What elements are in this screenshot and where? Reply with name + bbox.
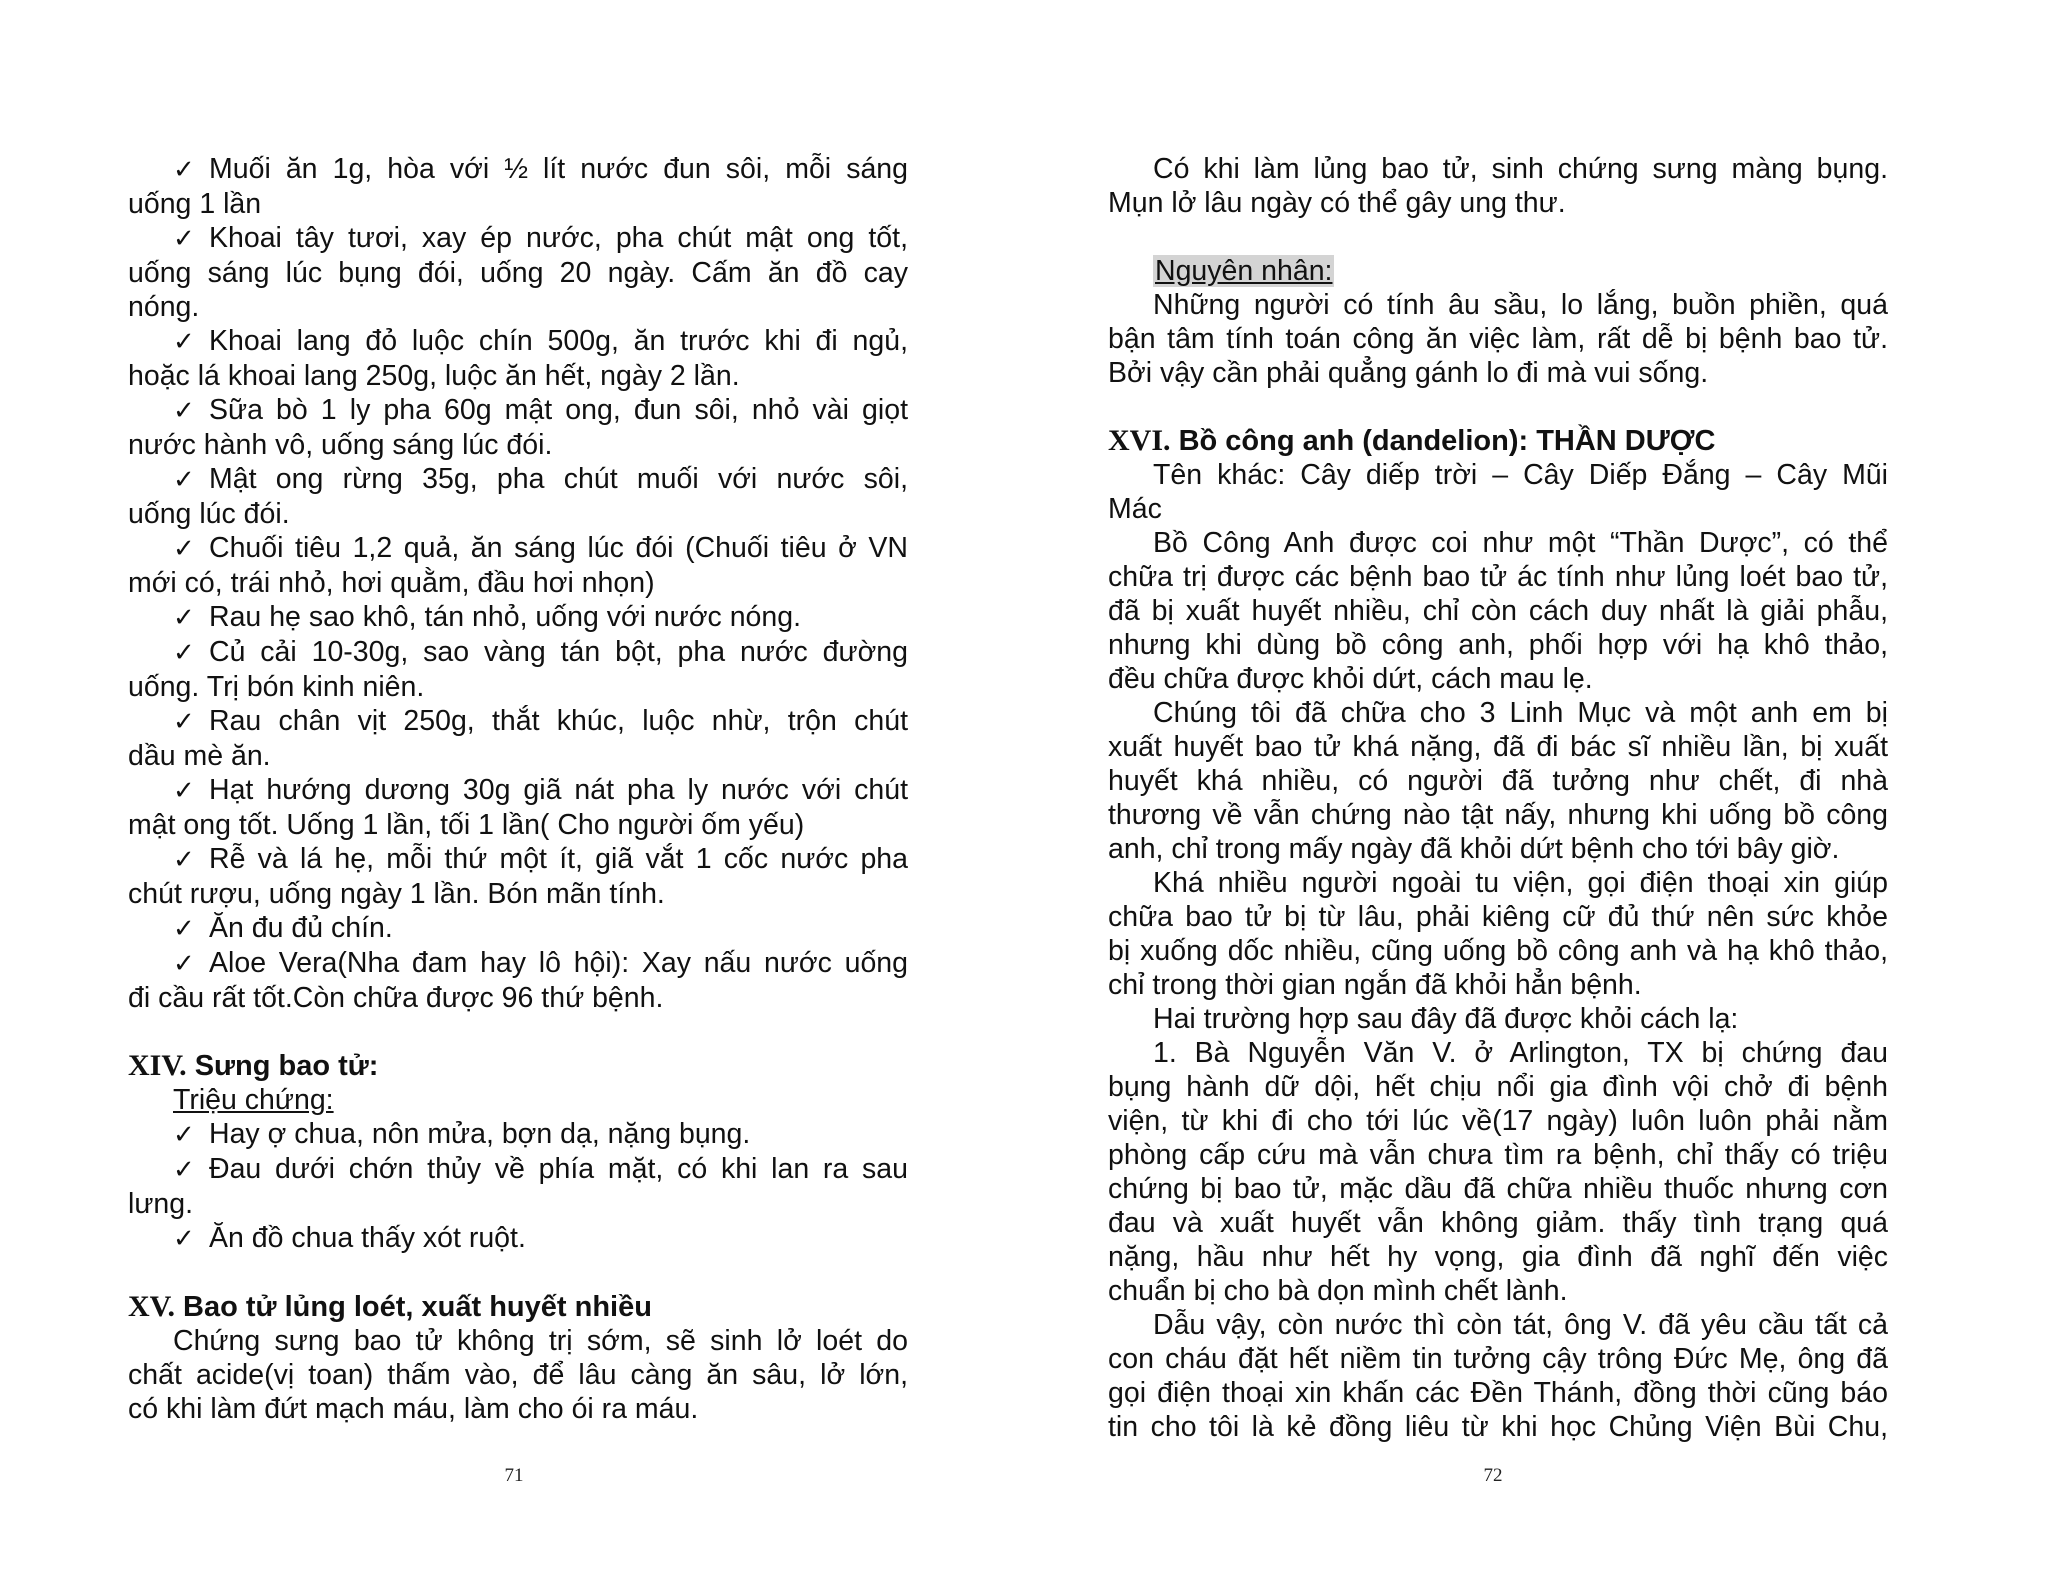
text-line: mới có, trái nhỏ, hơi quằm, đầu hơi nhọn) — [128, 567, 655, 599]
list-item: ✓ Rau hẹ sao khô, tán nhỏ, uống với nước nóng. — [173, 601, 802, 633]
text-line: đã bị xuất huyết nhiều, chỉ còn cách duy nhất là giải phẫu, — [1108, 595, 1888, 627]
text-line: Khá nhiều người ngoài tu viện, gọi điện thoại xin giúp — [1153, 867, 1888, 899]
text-line: hoặc lá khoai lang 250g, luộc ăn hết, ngày 2 lần. — [128, 360, 740, 392]
list-item: ✓ Rau chân vịt 250g, thắt khúc, luộc nhừ, trộn chút — [173, 705, 908, 737]
checkmark-icon: ✓ — [173, 396, 195, 426]
list-item: ✓ Mật ong rừng 35g, pha chút muối với nước sôi, — [173, 463, 908, 495]
text-line: Mác — [1108, 493, 1162, 525]
checkmark-icon: ✓ — [173, 949, 195, 979]
text-line: Tên khác: Cây diếp trời – Cây Diếp Đắng – Cây Mũi — [1153, 459, 1888, 491]
text-line: Những người có tính âu sầu, lo lắng, buồn phiền, quá — [1153, 289, 1888, 321]
text-line: nước hành vô, uống sáng lúc đói. — [128, 429, 553, 461]
list-item: ✓ Khoai lang đỏ luộc chín 500g, ăn trước khi đi ngủ, — [173, 325, 908, 357]
subheading-symptoms: Triệu chứng: — [173, 1084, 334, 1116]
text-line: chỉ trong thời gian ngắn đã khỏi hẳn bệnh. — [1108, 969, 1642, 1001]
text-line: chữa bao tử bị từ lâu, phải kiêng cữ đủ thứ nên sức khỏe — [1108, 901, 1888, 933]
text-line: Hai trường hợp sau đây đã được khỏi cách lạ: — [1153, 1003, 1739, 1035]
text-line: đi cầu rất tốt.Còn chữa được 96 thứ bệnh. — [128, 982, 664, 1014]
text-line: bị xuống dốc nhiều, cũng uống bồ công anh và hạ khô thảo, — [1108, 935, 1888, 967]
checkmark-icon: ✓ — [173, 845, 195, 875]
text-line: chứng bị bao tử, mặc dầu đã chữa nhiều thuốc nhưng cơn — [1108, 1173, 1888, 1205]
blank-line — [1108, 220, 1888, 254]
text-line: uống lúc đói. — [128, 498, 290, 530]
text-line: Có khi làm lủng bao tử, sinh chứng sưng màng bụng. — [1153, 153, 1888, 185]
text-line: anh, chỉ trong mấy ngày đã khỏi dứt bệnh cho tới bây giờ. — [1108, 833, 1840, 865]
text-line: dầu mè ăn. — [128, 740, 271, 772]
page-number-left: 71 — [504, 1465, 524, 1486]
list-item: ✓ Đau dưới chớn thủy về phía mặt, có khi lan ra sau — [173, 1153, 908, 1185]
checkmark-icon: ✓ — [173, 224, 195, 254]
section-heading-xvi: XVI. Bồ công anh (dandelion): THẦN DƯỢC — [1108, 424, 1716, 457]
text-line: mật ong tốt. Uống 1 lần, tối 1 lần( Cho người ốm yếu) — [128, 809, 805, 841]
section-heading-xiv: XIV. Sưng bao tử: — [128, 1049, 379, 1082]
checkmark-icon: ✓ — [173, 155, 195, 185]
text-line: viện, từ khi đi cho tới lúc về(17 ngày) luôn luôn phải nằm — [1108, 1105, 1888, 1137]
text-line: chút rượu, uống ngày 1 lần. Bón mãn tính. — [128, 878, 665, 910]
text-line: xuất huyết bao tử khá nặng, đã đi bác sĩ nhiều lần, bị xuất — [1108, 731, 1888, 763]
text-line: uống 1 lần — [128, 188, 262, 220]
checkmark-icon: ✓ — [173, 914, 195, 944]
blank-line — [128, 1015, 908, 1049]
text-line: con cháu đặt hết niềm tin tưởng cậy trông Đức Mẹ, ông đã — [1108, 1343, 1888, 1375]
text-line: uống sáng lúc bụng đói, uống 20 ngày. Cấm ăn đồ cay — [128, 257, 908, 289]
right-page — [1108, 152, 1888, 1444]
text-line: đau và xuất huyết vẫn không giảm. thấy tình trạng quá — [1108, 1207, 1888, 1239]
list-item: ✓ Muối ăn 1g, hòa với ½ lít nước đun sôi, mỗi sáng — [173, 153, 908, 185]
list-item: ✓ Ăn đu đủ chín. — [173, 912, 393, 944]
text-line: chuẩn bị cho bà dọn mình chết lành. — [1108, 1275, 1568, 1307]
text-line: nhưng khi dùng bồ công anh, phối hợp với hạ khô thảo, — [1108, 629, 1888, 661]
list-item: ✓ Ăn đồ chua thấy xót ruột. — [173, 1222, 526, 1254]
list-item: ✓ Củ cải 10-30g, sao vàng tán bột, pha nước đường — [173, 636, 908, 668]
checkmark-icon: ✓ — [173, 1155, 195, 1185]
checkmark-icon: ✓ — [173, 465, 195, 495]
checkmark-icon: ✓ — [173, 1224, 195, 1254]
checkmark-icon: ✓ — [173, 1120, 195, 1150]
text-line: thương về vẫn chứng nào tật nấy, nhưng khi uống bồ công — [1108, 799, 1888, 831]
checkmark-icon: ✓ — [173, 534, 195, 564]
text-line: Chúng tôi đã chữa cho 3 Linh Mục và một anh em bị — [1153, 697, 1888, 729]
text-line: Dẫu vậy, còn nước thì còn tát, ông V. đã yêu cầu tất cả — [1153, 1309, 1888, 1341]
text-line: chữa trị được các bệnh bao tử ác tính như lủng loét bao tử, — [1108, 561, 1888, 593]
text-line: lưng. — [128, 1188, 194, 1220]
text-line: nặng, hầu như hết hy vọng, gia đình đã nghĩ đến việc — [1108, 1241, 1888, 1273]
list-item: ✓ Hay ợ chua, nôn mửa, bợn dạ, nặng bụng. — [173, 1118, 751, 1150]
checkmark-icon: ✓ — [173, 638, 195, 668]
text-line: có khi làm đứt mạch máu, làm cho ói ra máu. — [128, 1393, 699, 1425]
text-line: Bởi vậy cần phải quẳng gánh lo đi mà vui sống. — [1108, 357, 1709, 389]
text-line: bụng hành dữ dội, hết chịu nổi gia đình vội chở đi bệnh — [1108, 1071, 1888, 1103]
text-line: phòng cấp cứu mà vẫn chưa tìm ra bệnh, chỉ thấy có triệu — [1108, 1139, 1888, 1171]
list-item: ✓ Chuối tiêu 1,2 quả, ăn sáng lúc đói (Chuối tiêu ở VN — [173, 532, 908, 564]
checkmark-icon: ✓ — [173, 603, 195, 633]
text-line: Chứng sưng bao tử không trị sớm, sẽ sinh lở loét do — [173, 1325, 908, 1357]
text-line: bận tâm tính toán công ăn việc làm, rất dễ bị bệnh bao tử. — [1108, 323, 1888, 355]
checkmark-icon: ✓ — [173, 707, 195, 737]
text-line: tin cho tôi là kẻ đồng liêu từ khi học Chủng Viện Bùi Chu, — [1108, 1411, 1888, 1443]
page-number-right: 72 — [1483, 1465, 1503, 1486]
text-line: 1. Bà Nguyễn Văn V. ở Arlington, TX bị chứng đau — [1153, 1037, 1888, 1069]
text-line: gọi điện thoại xin khấn các Đền Thánh, đồng thời cũng báo — [1108, 1377, 1888, 1409]
text-line: đều chữa được khỏi dứt, cách mau lẹ. — [1108, 663, 1593, 695]
text-line: Bồ Công Anh được coi như một “Thần Dược”, có thể — [1153, 527, 1888, 559]
blank-line — [128, 1256, 908, 1290]
section-heading-xv: XV. Bao tử lủng loét, xuất huyết nhiều — [128, 1290, 652, 1323]
checkmark-icon: ✓ — [173, 327, 195, 357]
left-page — [128, 152, 908, 1426]
blank-line — [1108, 390, 1888, 424]
text-line: nóng. — [128, 291, 200, 323]
list-item: ✓ Rễ và lá hẹ, mỗi thứ một ít, giã vắt 1 cốc nước pha — [173, 843, 908, 875]
text-line: huyết khá nhiều, có người đã tưởng như chết, đi nhà — [1108, 765, 1888, 797]
list-item: ✓ Khoai tây tươi, xay ép nước, pha chút mật ong tốt, — [173, 222, 908, 254]
list-item: ✓ Sữa bò 1 ly pha 60g mật ong, đun sôi, nhỏ vài giọt — [173, 394, 908, 426]
text-line: uống. Trị bón kinh niên. — [128, 671, 425, 703]
text-line: chất acide(vị toan) thấm vào, để lâu càng ăn sâu, lở lớn, — [128, 1359, 908, 1391]
list-item: ✓ Aloe Vera(Nha đam hay lô hội): Xay nấu nước uống — [173, 947, 908, 979]
text-line: Mụn lở lâu ngày có thể gây ung thư. — [1108, 187, 1566, 219]
checkmark-icon: ✓ — [173, 776, 195, 806]
list-item: ✓ Hạt hướng dương 30g giã nát pha ly nước với chút — [173, 774, 908, 806]
subheading-causes: Nguyên nhân: — [1155, 255, 1333, 287]
